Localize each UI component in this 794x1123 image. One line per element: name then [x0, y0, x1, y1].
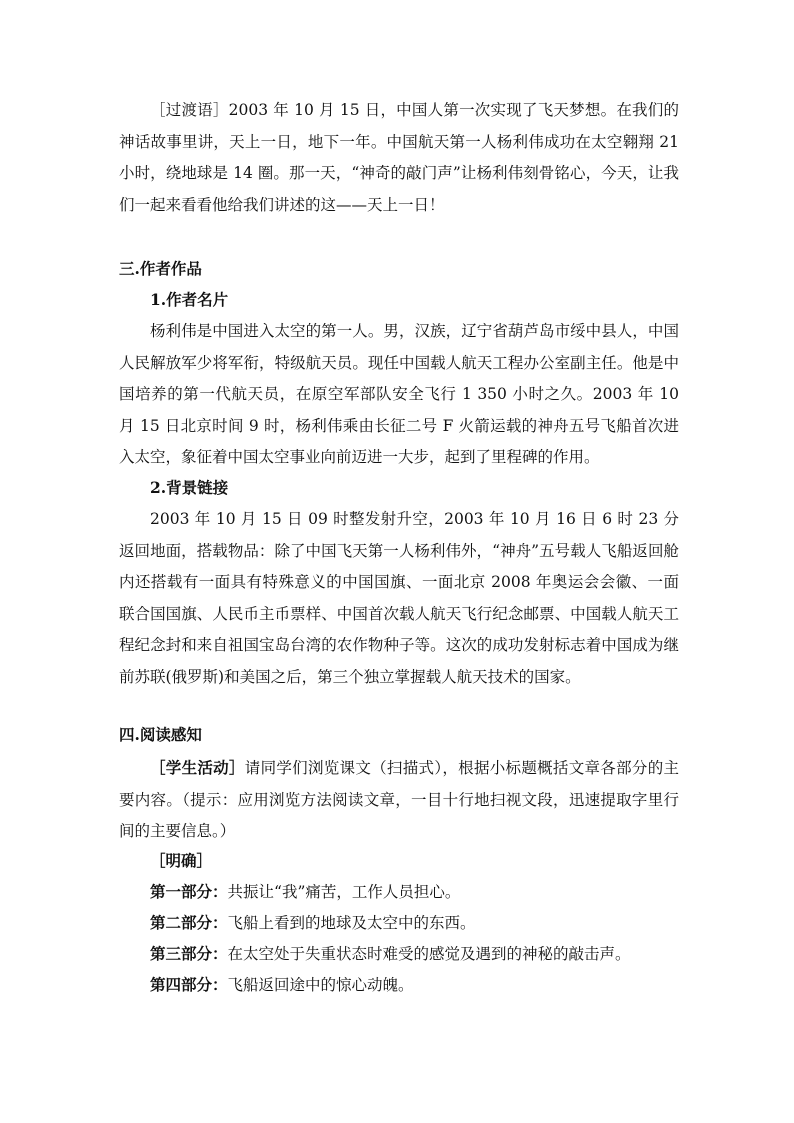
activity-text: 请同学们浏览课文（扫描式），根据小标题概括文章各部分的主要内容。（提示：应用浏览方法阅读文章，一目十行地扫视文段，迅速提取字里行间的主要信息。） — [119, 759, 679, 840]
section-3-title: 三.作者作品 — [119, 259, 202, 278]
part-item — [150, 881, 460, 903]
part-text: 飞船上看到的地球及太空中的东西。 — [227, 914, 476, 932]
part-item — [150, 974, 414, 996]
section-3-sub1-title: 1.作者名片 — [150, 290, 229, 309]
section-4-title: 四.阅读感知 — [119, 725, 202, 744]
part-text: 共振让“我”痛苦，工作人员担心。 — [227, 883, 461, 901]
section-3-sub2-title: 2.背景链接 — [150, 478, 229, 497]
part-item — [150, 912, 476, 934]
part-label: 第四部分： — [150, 975, 228, 994]
transition-tag: ［过渡语］ — [150, 101, 229, 119]
part-label: 第二部分： — [150, 913, 228, 932]
part-label: 第三部分： — [150, 944, 228, 963]
part-label: 第一部分： — [150, 882, 228, 901]
part-text: 飞船返回途中的惊心动魄。 — [227, 976, 414, 994]
author-card-paragraph: 杨利伟是中国进入太空的第一人。男，汉族，辽宁省葫芦岛市绥中县人，中国人民解放军少将军衔，特级航天员。现任中国载人航天工程办公室副主任。他是中国培养的第一代航天员，在原空军部队安全飞行 1 350 小时之久。2003 年 10 月 15 日北京时间 9 时，杨利伟乘由长征二号 F 火箭运载的神舟五号飞船首次进入太空，象征着中国太空事业向前迈进一大步，起到了里程碑的作用。 — [119, 322, 679, 466]
transition-text: 2003 年 10 月 15 日，中国人第一次实现了飞天梦想。在我们的神话故事里讲，天上一日，地下一年。中国航天第一人杨利伟成功在太空翱翔 21 小时，绕地球是 14 圈。那一天，“神奇的敲门声”让杨利伟刻骨铭心，今天，让我们一起来看看他给我们讲述的这——天上一日！ — [119, 101, 679, 214]
student-activity-paragraph — [119, 752, 679, 848]
background-paragraph: 2003 年 10 月 15 日 09 时整发射升空，2003 年 10 月 16 日 6 时 23 分返回地面，搭载物品：除了中国飞天第一人杨利伟外，“神舟”五号载人飞船返回舱内还搭载有一面具有特殊意义的中国国旗、一面北京 2008 年奥运会会徽、一面联合国国旗、人民币主币票样、中国首次载人航天飞行纪念邮票、中国载人航天工程纪念封和来自祖国宝岛台湾的农作物种子等。这次的成功发射标志着中国成为继前苏联(俄罗斯)和美国之后，第三个独立掌握载人航天技术的国家。 — [119, 510, 679, 686]
transition-paragraph — [119, 95, 679, 221]
part-item — [150, 943, 631, 965]
activity-tag: ［学生活动］ — [150, 758, 245, 777]
clarify-label: ［明确］ — [150, 851, 213, 870]
part-text: 在太空处于失重状态时难受的感觉及遇到的神秘的敲击声。 — [227, 945, 631, 963]
